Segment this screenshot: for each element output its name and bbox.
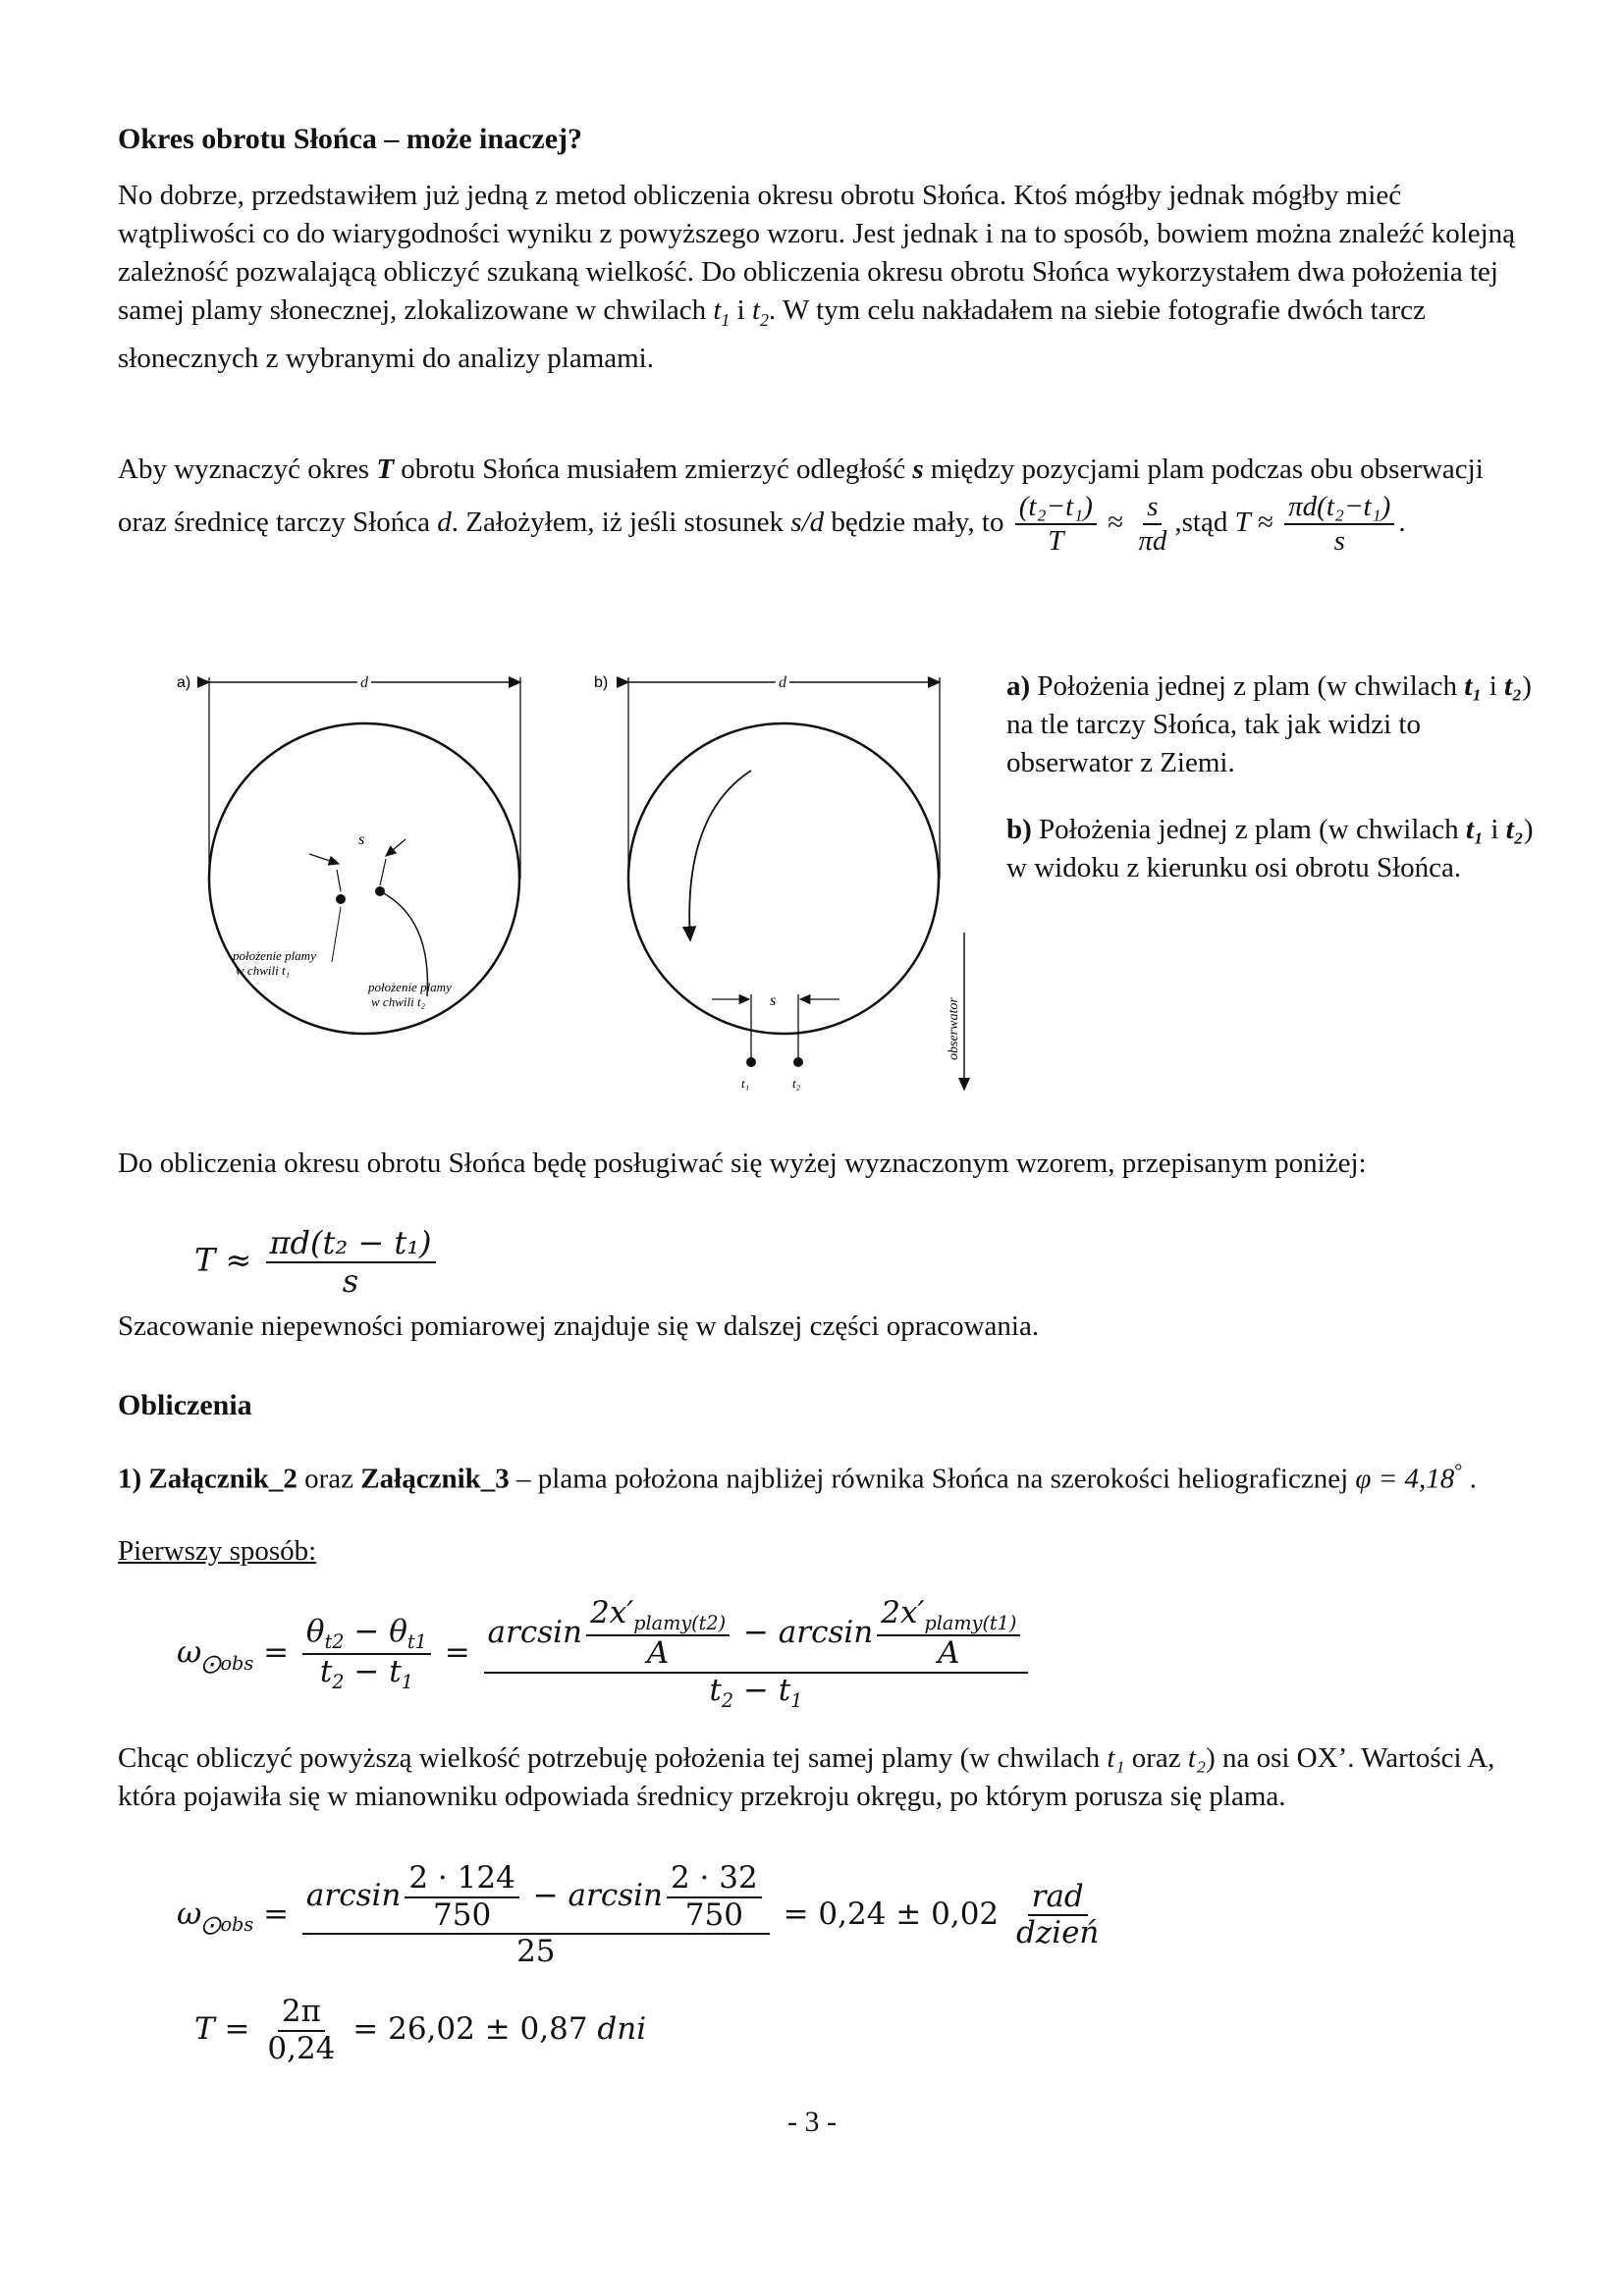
caption-b: b) Położenia jednej z plam (w chwilach t₁ i t₂) w widoku z kierunku osi obrotu Słońca. <box>1006 814 1534 883</box>
d-label-a: d <box>360 674 368 691</box>
s-label-a: s <box>358 831 365 848</box>
sun-disk-a <box>209 723 519 1034</box>
fraction-s-over-pid: $\frac{s}{\pi d}$ <box>1138 491 1167 558</box>
equation-omega-definition: $\omega_{⨀obs}$ = $\frac{\theta_{t2} - \theta_{t1}}{t_2 - t_1}$ = arcsin $\frac{2x'_{plamy(t2)}}{A}$ − arcsin $\frac{2x'_{plamy(t1)}}{A}$ $t_2 - t_1$ <box>177 1596 1032 1712</box>
and-word: i <box>736 294 745 326</box>
paragraph-3: Do obliczenia okresu obrotu Słońca będę posługiwać się wyżej wyznaczonym wzorem, przepisanym poniżej: <box>118 1148 1367 1179</box>
t1-symbol: $t_1$ <box>713 294 731 330</box>
sunspot-t1-b <box>746 1057 756 1067</box>
rotation-arrow-b <box>689 771 751 940</box>
figure-label-a: a) <box>177 674 191 691</box>
spot1-label-line2: w chwili t₁ <box>236 963 291 978</box>
caption-a: a) Położenia jednej z plam (w chwilach t₁ i t₂) na tle tarczy Słońca, tak jak widzi to obserwator z Ziemi. <box>1006 670 1532 778</box>
observer-label: obserwator <box>947 997 961 1060</box>
paragraph-2: Aby wyznaczyć okres T obrotu Słońca musiałem zmierzyć odległość s między pozycjami plam podczas obu obserwacji oraz średnicę tarczy Słońca d. Założyłem, iż jeśli stosunek s/d będzie mały, to $\frac{\text{(t₂−t₁)}}{T}$ ≈ $\frac{s}{\pi d}$ ,stąd T ≈ $\frac{\text{πd(t₂−t₁)}}{s}$ . <box>118 454 1484 558</box>
sun-rotation-figure <box>172 667 1006 1099</box>
T-symbol: T <box>376 454 395 485</box>
sun-disk-b <box>628 723 939 1034</box>
s-symbol: s <box>912 454 924 485</box>
paragraph-5: Chcąc obliczyć powyższą wielkość potrzebuję położenia tej samej plamy (w chwilach t₁ oraz t₂) na osi OX’. Wartości A, która pojawiła się w mianowniku odpowiada średnicy przekroju okręgu, po którym porusza się plama. <box>118 1742 1495 1812</box>
equation-T-main: T ≈ $\frac{\text{πd(t₂ − t₁)}}{s}$ <box>194 1225 440 1300</box>
d-label-b: d <box>779 674 786 691</box>
spot1-label-line1: położenie plamy <box>233 948 316 963</box>
fraction-T-formula: $\frac{\text{πd(t₂−t₁)}}{s}$ <box>1284 491 1394 559</box>
sunspot-t2-b <box>793 1057 803 1067</box>
paragraph-1 <box>118 177 1532 378</box>
spot2-label-line1: położenie plamy <box>368 980 452 994</box>
equation-omega-calculation: $\omega_{⨀obs}$ = arcsin $\frac{2 \cdot 124}{750}$ − arcsin $\frac{2 \cdot 32}{750}$ 25 = 0,24 ± 0,02 $\frac{\text{rad}}{\text{dzień}}$ <box>177 1860 1100 1970</box>
page-title: Okres obrotu Słońca – może inaczej? <box>118 123 583 155</box>
method-label: Pierwszy sposób: <box>118 1535 317 1567</box>
sunspot-t1-a <box>336 894 346 904</box>
section-heading: Obliczenia <box>118 1389 252 1421</box>
s-label-b: s <box>770 992 777 1009</box>
figure-label-b: b) <box>594 674 609 691</box>
page-number: - 3 - <box>787 2106 837 2138</box>
paragraph-1-rest: . W tym celu nakładałem na siebie fotografie dwóch tarcz słonecznych z wybranymi do analizy plamami. <box>118 294 1426 374</box>
t1-label-b: t₁ <box>741 1076 750 1091</box>
fraction-t-over-T: $\frac{\text{(t₂−t₁)}}{T}$ <box>1015 491 1097 559</box>
t2-symbol: $t_2$ <box>751 294 770 330</box>
equation-T-result: T = $\frac{2\pi}{0,24}$ = 26,02 ± 0,87 dni <box>194 1994 647 2066</box>
spot2-label-line2: w chwili t₂ <box>371 994 426 1009</box>
paragraph-4: Szacowanie niepewności pomiarowej znajduje się w dalszej części opracowania. <box>118 1310 1040 1342</box>
t2-label-b: t₂ <box>792 1076 801 1091</box>
d-symbol: d <box>437 507 452 538</box>
paragraph-1-text: No dobrze, przedstawiłem już jedną z metod obliczenia okresu obrotu Słońca. Ktoś mógłby jednak mógłby mieć wątpliwości co do wiarygodności wyniku z powyższego wzoru. Jest jednak i na to sposób, bowiem można znaleźć kolejną zależność pozwalającą obliczyć szukaną wielkość. Do obliczenia okresu obrotu Słońca wykorzystałem dwa położenia tej samej plamy słonecznej, zlokalizowane w chwilach <box>118 180 1516 326</box>
item-1: 1) Załącznik_2 oraz Załącznik_3 – plama położona najbliżej równika Słońca na szerokości heliograficznej φ = 4,18° . <box>118 1461 1477 1495</box>
